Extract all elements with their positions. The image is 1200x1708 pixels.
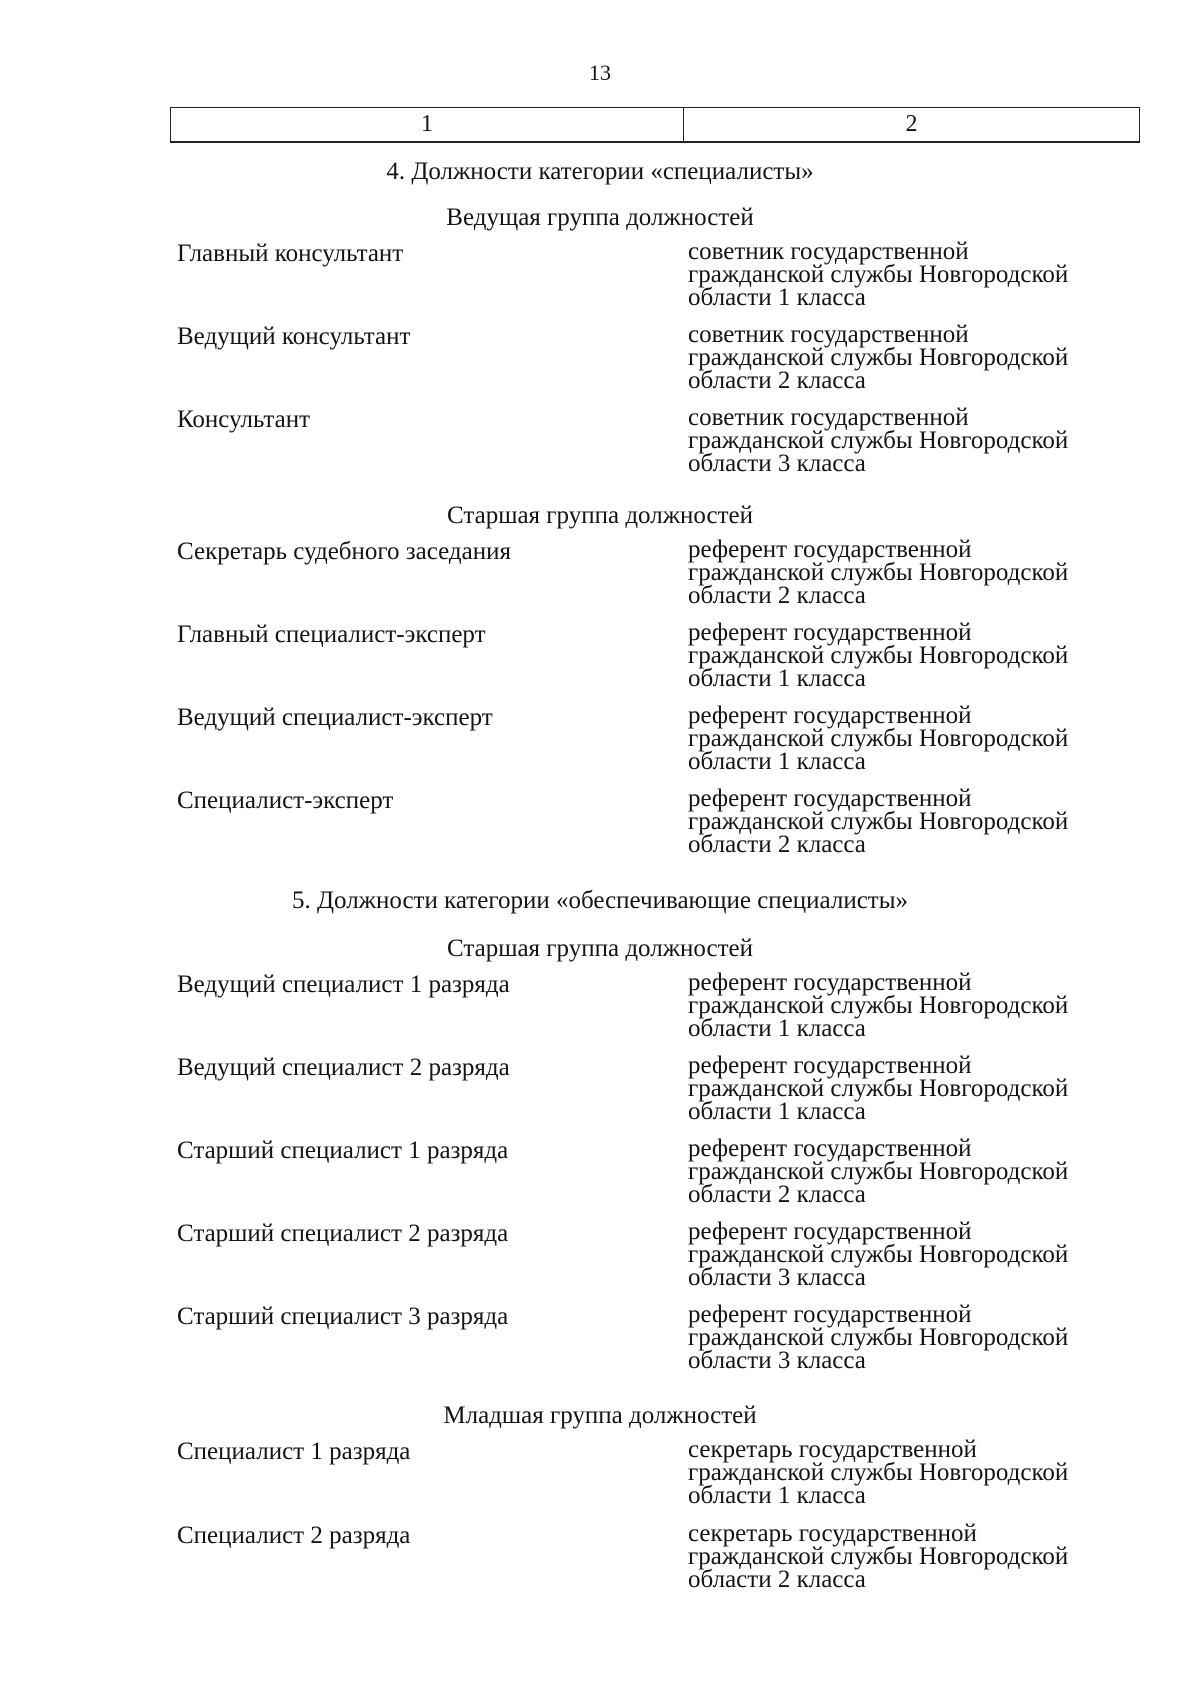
class-rank: советник государственной гражданской службы Новгородской области 1 класса [688, 238, 1069, 311]
column-header-2: 2 [905, 111, 918, 137]
class-rank: референт государственной гражданской службы Новгородской области 3 класса [688, 1218, 1069, 1291]
class-rank: советник государственной гражданской службы Новгородской области 2 класса [688, 321, 1069, 394]
table-row [0, 621, 1200, 697]
table-row [0, 1137, 1200, 1213]
group-title: Старшая группа должностей [447, 935, 753, 962]
position-title: Консультант [177, 406, 311, 433]
position-title: Ведущий специалист-эксперт [177, 704, 493, 731]
position-title: Секретарь судебного заседания [177, 538, 511, 565]
position-title: Специалист 2 разряда [177, 1522, 411, 1549]
table-row [0, 704, 1200, 780]
table-row [0, 1054, 1200, 1130]
class-rank: советник государственной гражданской службы Новгородской области 3 класса [688, 404, 1069, 477]
table-row [0, 1303, 1200, 1379]
position-title: Старший специалист 3 разряда [177, 1303, 509, 1330]
table-row [0, 240, 1200, 316]
table-row [0, 406, 1200, 482]
section-title: 4. Должности категории «специалисты» [386, 158, 814, 185]
table-row [0, 323, 1200, 399]
class-rank: референт государственной гражданской службы Новгородской области 3 класса [688, 1301, 1069, 1374]
class-rank: референт государственной гражданской службы Новгородской области 1 класса [688, 969, 1069, 1042]
group-title: Младшая группа должностей [443, 1402, 757, 1429]
table-row [0, 1438, 1200, 1514]
group-title: Старшая группа должностей [447, 502, 753, 529]
column-header-table [170, 107, 1140, 143]
class-rank: референт государственной гражданской службы Новгородской области 2 класса [688, 1135, 1069, 1208]
class-rank: референт государственной гражданской службы Новгородской области 1 класса [688, 619, 1069, 692]
group-title: Ведущая группа должностей [446, 204, 754, 231]
position-title: Ведущий специалист 1 разряда [177, 971, 510, 998]
position-title: Старший специалист 2 разряда [177, 1220, 509, 1247]
class-rank: секретарь государственной гражданской службы Новгородской области 1 класса [688, 1436, 1069, 1509]
class-rank: референт государственной гражданской службы Новгородской области 1 класса [688, 702, 1069, 775]
position-title: Главный специалист-эксперт [177, 621, 486, 648]
section-title: 5. Должности категории «обеспечивающие специалисты» [291, 887, 909, 914]
position-title: Ведущий консультант [177, 323, 411, 350]
column-header-1: 1 [171, 108, 684, 141]
table-row [0, 971, 1200, 1047]
position-title: Старший специалист 1 разряда [177, 1137, 509, 1164]
position-title: Специалист-эксперт [177, 787, 394, 814]
position-title: Специалист 1 разряда [177, 1438, 411, 1465]
table-row [0, 1522, 1200, 1598]
position-title: Главный консультант [177, 240, 404, 267]
class-rank: референт государственной гражданской службы Новгородской области 2 класса [688, 536, 1069, 609]
table-row [0, 1220, 1200, 1296]
class-rank: секретарь государственной гражданской службы Новгородской области 2 класса [688, 1520, 1069, 1593]
table-row [0, 538, 1200, 614]
class-rank: референт государственной гражданской службы Новгородской области 1 класса [688, 1052, 1069, 1125]
table-row [0, 787, 1200, 863]
class-rank: референт государственной гражданской службы Новгородской области 2 класса [688, 785, 1069, 858]
position-title: Ведущий специалист 2 разряда [177, 1054, 510, 1081]
page-number: 13 [589, 60, 611, 85]
